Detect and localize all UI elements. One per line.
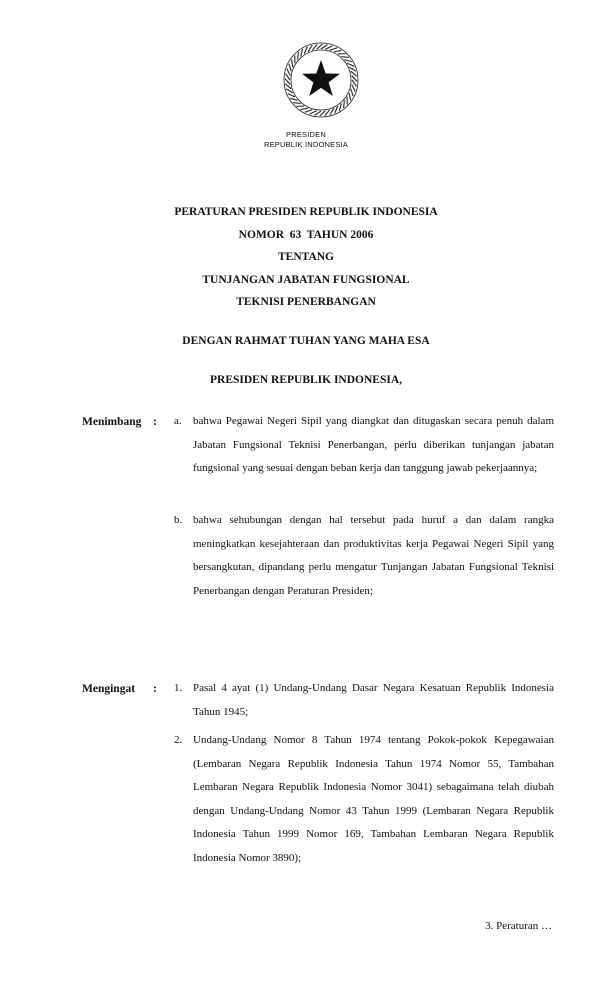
item-text: Undang-Undang Nomor 8 Tahun 1974 tentang Pokok-pokok Kepegawaian (Lembaran Negara Republik Indonesia Tahun 1974 Nomor 55, Tambahan Lembaran Negara Republik Indonesia Nomor 3041) sebagaimana telah diubah dengan Undang-Undang Nomor 43 Tahun 1999 (Lembaran Negara Republik Indonesia Tahun 1999 Nomor 169, Tambahan Lembaran Negara Republik Indonesia Nomor 3890); — [193, 734, 554, 864]
menimbang-item-b — [174, 509, 554, 603]
menimbang-colon: : — [153, 416, 157, 428]
item-marker: a. — [174, 415, 182, 427]
menimbang-item-a — [174, 410, 554, 481]
item-marker: b. — [174, 514, 183, 526]
item-text: bahwa Pegawai Negeri Sipil yang diangkat dan ditugaskan secara penuh dalam Jabatan Fungsional Teknisi Penerbangan, perlu diberikan tunjangan jabatan fungsional yang sesuai dengan beban kerja dan tanggung jawab pekerjaannya; — [193, 415, 554, 474]
preamble-grace: DENGAN RAHMAT TUHAN YANG MAHA ESA — [182, 335, 430, 347]
mengingat-item-2 — [174, 729, 554, 870]
office-header — [0, 130, 612, 150]
garuda-star-emblem-icon — [281, 40, 361, 120]
regulation-title — [0, 201, 612, 314]
title-line-4: TUNJANGAN JABATAN FUNGSIONAL — [202, 273, 410, 286]
menimbang-label: Menimbang — [82, 416, 142, 428]
item-text: Pasal 4 ayat (1) Undang-Undang Dasar Negara Kesatuan Republik Indonesia Tahun 1945; — [193, 682, 554, 718]
mengingat-item-1 — [174, 677, 554, 724]
mengingat-colon: : — [153, 683, 157, 695]
title-line-5: TEKNISI PENERBANGAN — [236, 296, 376, 308]
title-line-1: PERATURAN PRESIDEN REPUBLIK INDONESIA — [174, 206, 438, 218]
item-marker: 1. — [174, 682, 183, 694]
item-marker: 2. — [174, 734, 183, 746]
office-line-republik: REPUBLIK INDONESIA — [263, 140, 349, 149]
title-line-2: NOMOR 63 TAHUN 2006 — [238, 228, 374, 241]
item-text: bahwa sehubungan dengan hal tersebut pada huruf a dan dalam rangka meningkatkan kesejahteraan dan produktivitas kerja Pegawai Negeri Sipil yang bersangkutan, dipandang perlu mengatur Tunjangan Jabatan Fungsional Teknisi Penerbangan dengan Peraturan Presiden; — [193, 514, 554, 597]
office-line-presiden: PRESIDEN — [286, 130, 326, 139]
preamble-president: PRESIDEN REPUBLIK INDONESIA, — [209, 374, 403, 386]
title-line-3: TENTANG — [277, 251, 335, 263]
mengingat-label: Mengingat — [82, 683, 136, 695]
next-page-reference: 3. Peraturan … — [485, 920, 552, 932]
